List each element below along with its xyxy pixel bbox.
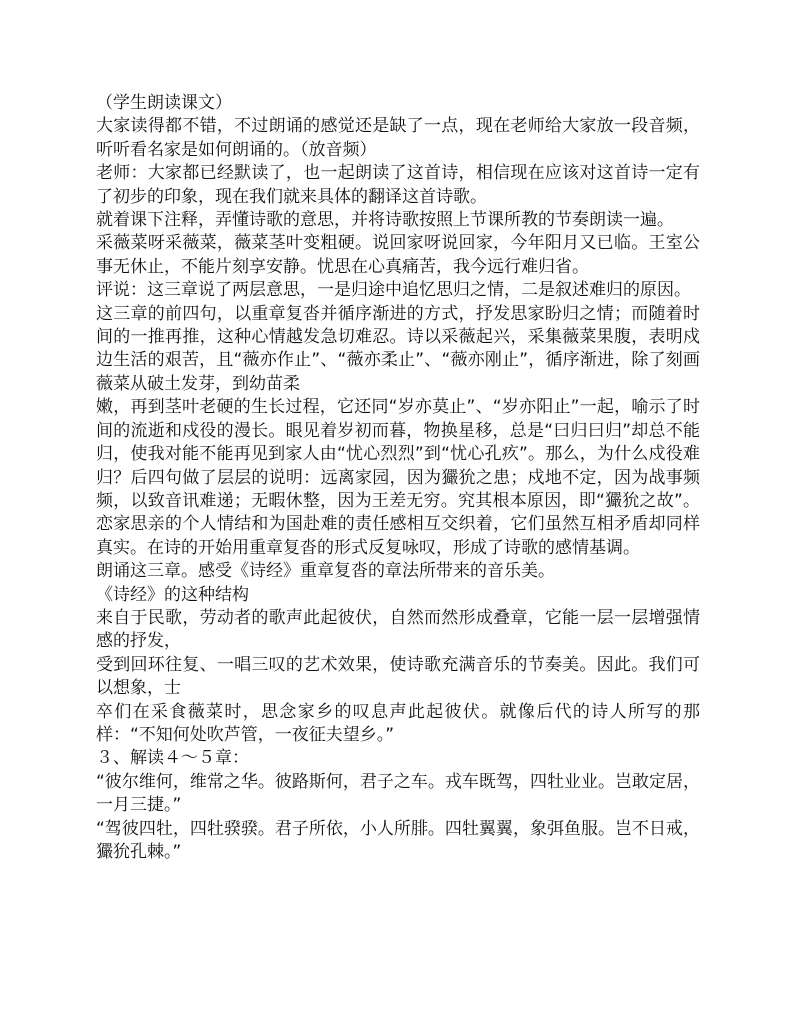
document-body bbox=[96, 92, 700, 864]
paragraph-structure-heading: 《诗经》的这种结构 bbox=[96, 584, 249, 605]
paragraph-stage-direction: （学生朗读课文） bbox=[96, 93, 232, 113]
paragraph-recite: 朗诵这三章。感受《诗经》重章复沓的章法所带来的音乐美。 bbox=[96, 561, 555, 582]
paragraph-teacher-translate: 老师：大家都已经默读了，也一起朗读了这首诗，相信现在应该对这首诗一定有了初步的印象，现在我们就来具体的翻译这首诗歌。 bbox=[96, 163, 700, 207]
paragraph-section-heading: ３、解读４～５章： bbox=[96, 748, 249, 769]
paragraph-quote-2: “驾彼四牡，四牡骙骙。君子所依，小人所腓。四牡翼翼，象弭鱼服。岂不日戒，玁狁孔棘。” bbox=[96, 818, 700, 862]
paragraph-analysis-2: 嫩，再到茎叶老硬的生长过程，它还同“岁亦莫止”、“岁亦阳止”一起，喻示了时间的流逝和戍役的漫长。眼见着岁初而暮，物换星移，总是“曰归曰归”却总不能归，使我对能不能再见到家人由“忧心烈烈”到“忧心孔疚”。那么，为什么戍役难归？后四句做了层层的说明：远离家园，因为玁狁之患；戍地不定，因为战事频频，以致音讯难递；无暇休整，因为王差无穷。究其根本原因，即“玁狁之故”。恋家思亲的个人情结和为国赴难的责任感相互交织着，它们虽然互相矛盾却同样真实。在诗的开始用重章复沓的形式反复咏叹，形成了诗歌的感情基调。 bbox=[96, 397, 700, 558]
paragraph-translation: 采薇菜呀采薇菜，薇菜茎叶变粗硬。说回家呀说回家，今年阳月又已临。王室公事无休止，不能片刻享安静。忧思在心真痛苦，我今远行难归省。 bbox=[96, 233, 700, 277]
paragraph-commentary: 评说：这三章说了两层意思，一是归途中追忆思归之情，二是叙述难归的原因。 bbox=[96, 280, 691, 301]
paragraph-structure-1: 来自于民歌，劳动者的歌声此起彼伏，自然而然形成叠章，它能一层一层增强情感的抒发， bbox=[96, 607, 700, 652]
paragraph-structure-2: 受到回环往复、一唱三叹的艺术效果，使诗歌充满音乐的节奏美。因此。我们可以想象，士 bbox=[96, 654, 700, 699]
paragraph-analysis-1: 这三章的前四句，以重章复沓并循序渐进的方式，抒发思家盼归之情；而随着时间的一推再推，这种心情越发急切难忍。诗以采薇起兴，采集薇菜果腹，表明戍边生活的艰苦，且“薇亦作止”、“薇亦柔止”、“薇亦刚止”，循序渐进，除了刻画薇菜从破土发芽，到幼苗柔 bbox=[96, 303, 700, 394]
paragraph-structure-3: 卒们在采食薇菜时，思念家乡的叹息声此起彼伏。就像后代的诗人所写的那样：“不知何处吹芦管，一夜征夫望乡。” bbox=[96, 701, 700, 745]
paragraph-teacher-audio: 大家读得都不错，不过朗诵的感觉还是缺了一点，现在老师给大家放一段音频，听听看名家是如何朗诵的。（放音频） bbox=[96, 116, 700, 160]
paragraph-instruction: 就着课下注释，弄懂诗歌的意思，并将诗歌按照上节课所教的节奏朗读一遍。 bbox=[96, 210, 674, 231]
paragraph-quote-1: “彼尔维何，维常之华。彼路斯何，君子之车。戎车既驾，四牡业业。岂敢定居，一月三捷。” bbox=[96, 771, 700, 816]
